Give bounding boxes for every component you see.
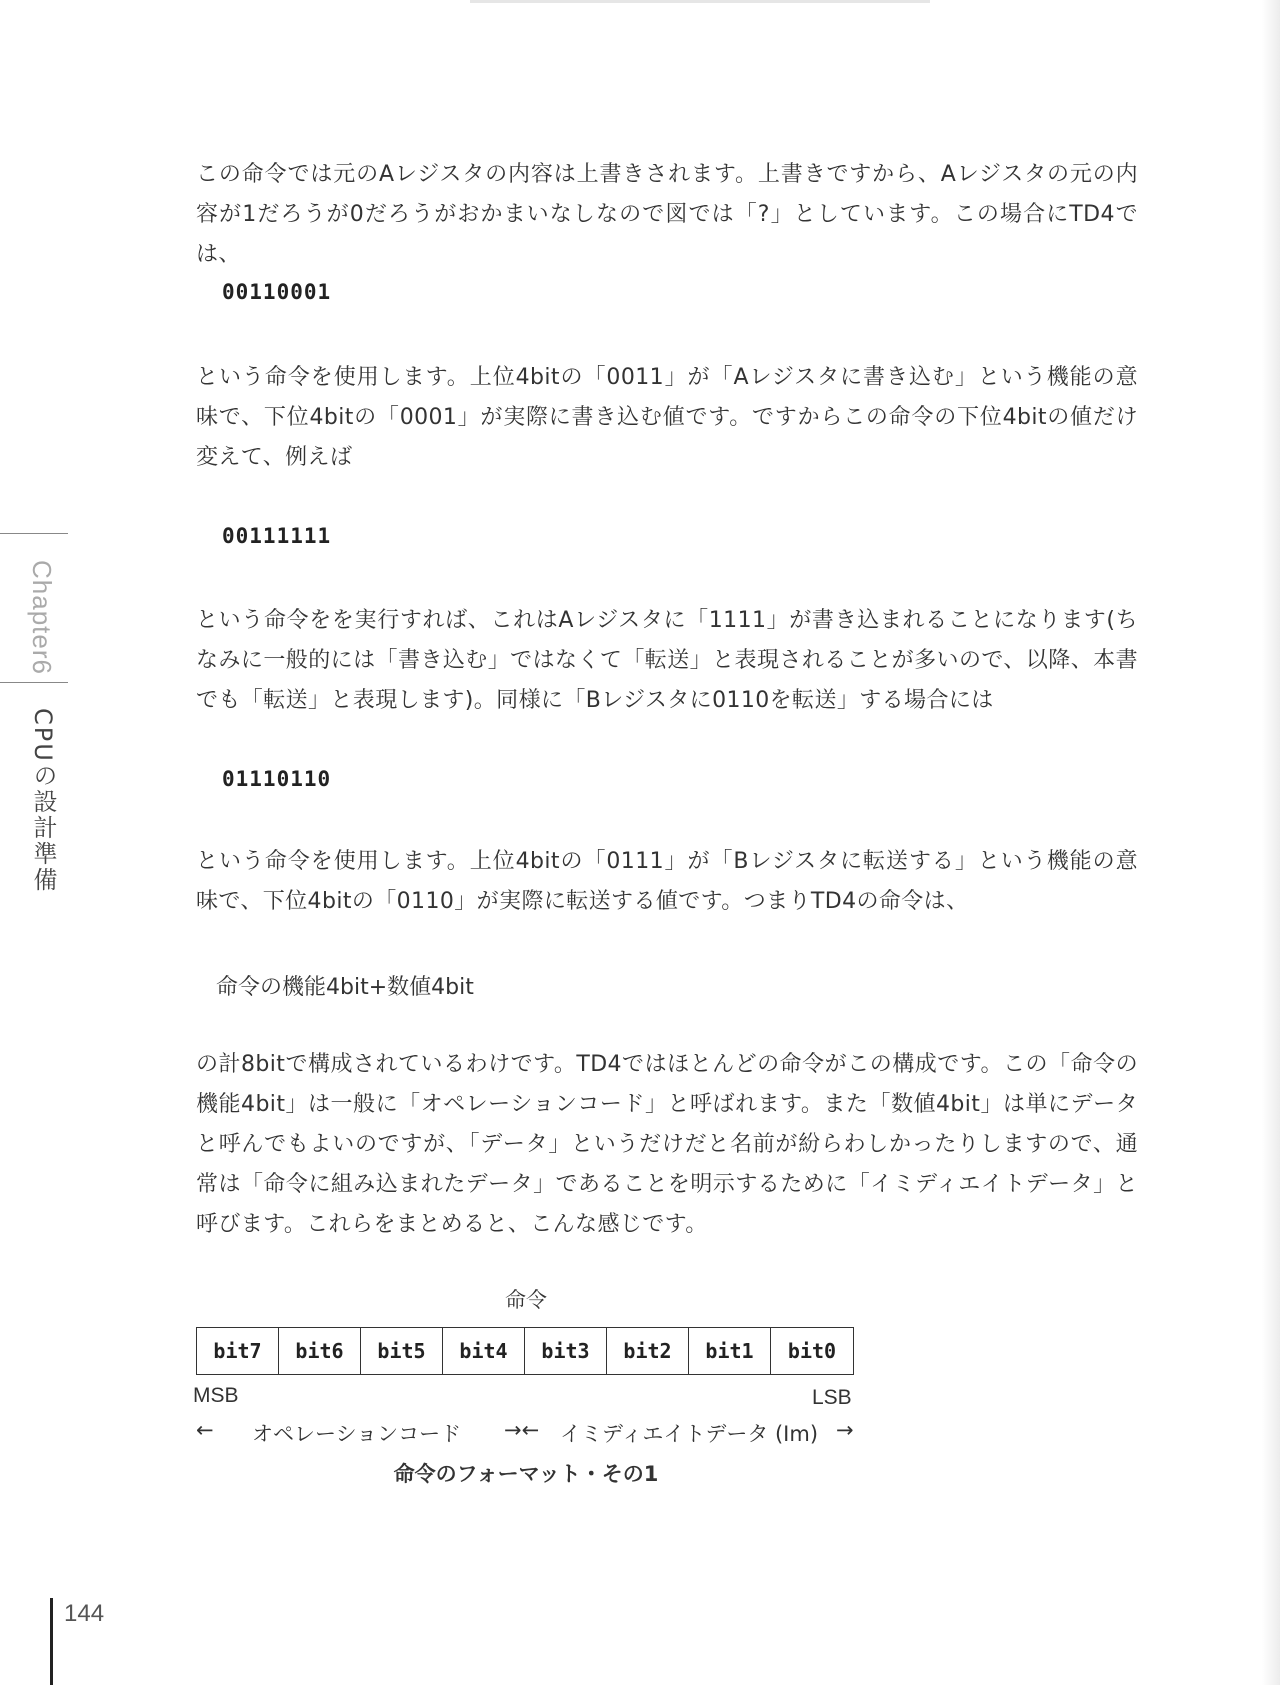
diagram-title: 命令 <box>505 1288 547 1312</box>
bit-cell: bit2 <box>607 1328 689 1374</box>
opcode-label: オペレーションコード <box>252 1422 462 1446</box>
lsb-label: LSB <box>812 1386 852 1409</box>
msb-label: MSB <box>193 1384 239 1407</box>
bit-cell: bit4 <box>443 1328 525 1374</box>
side-chapter-label: Chapter6 <box>27 560 57 675</box>
bit-cell: bit7 <box>197 1328 279 1374</box>
paragraph-3: という命令をを実行すれば、これはAレジスタに「1111」が書き込まれることになります(ちなみに一般的には「書き込む」ではなくて「転送」と表現されることが多いので、以降、本書でも「転送」と表現します)。同様に「Bレジスタに0110を転送」する場合には <box>196 608 1138 713</box>
page-number-bar <box>50 1598 53 1685</box>
page-edge-shadow <box>1262 0 1280 1685</box>
figure-caption: 命令のフォーマット・その1 <box>393 1462 659 1486</box>
bit-cell: bit3 <box>525 1328 607 1374</box>
bit-format-table <box>196 1327 854 1375</box>
arrow-mid-icon: →← <box>504 1418 540 1442</box>
bit-cell: bit1 <box>689 1328 771 1374</box>
paragraph-2: という命令を使用します。上位4bitの「0011」が「Aレジスタに書き込む」という機能の意味で、下位4bitの「0001」が実際に書き込む値です。ですからこの命令の下位4bitの値だけ変えて、例えば <box>196 365 1138 470</box>
immediate-label: イミディエイトデータ (Im) <box>560 1422 819 1446</box>
page-number: 144 <box>64 1600 105 1627</box>
bit-cell: bit0 <box>787 1339 837 1363</box>
paragraph-4: という命令を使用します。上位4bitの「0111」が「Bレジスタに転送する」という機能の意味で、下位4bitの「0110」が実際に転送する値です。つまりTD4の命令は、 <box>196 849 1138 914</box>
code-line-2: 00111111 <box>222 524 332 548</box>
bit-cell: bit6 <box>279 1328 361 1374</box>
paragraph-5: の計8bitで構成されているわけです。TD4ではほとんどの命令がこの構成です。この「命令の機能4bit」は一般に「オペレーションコード」と呼ばれます。また「数値4bit」は単にデータと呼んでもよいのですが、「データ」というだけだと名前が紛らわしかったりしますので、通常は「命令に組み込まれたデータ」であることを明示するために「イミディエイトデータ」と呼びます。これらをまとめると、こんな感じです。 <box>196 1052 1138 1237</box>
side-divider-top <box>0 533 68 534</box>
paragraph-1: この命令では元のAレジスタの内容は上書きされます。上書きですから、Aレジスタの元の内容が1だろうが0だろうがおかまいなしなので図では「?」としています。この場合にTD4では、 <box>196 162 1138 267</box>
code-line-3: 01110110 <box>222 767 332 791</box>
code-line-1: 00110001 <box>222 280 332 304</box>
arrow-left-icon: ← <box>196 1418 214 1442</box>
bit-cell: bit5 <box>361 1328 443 1374</box>
instruction-formula: 命令の機能4bit+数値4bit <box>216 975 474 1000</box>
arrow-right-icon: → <box>836 1418 854 1442</box>
side-divider-mid <box>0 682 68 683</box>
scan-edge-mark <box>470 0 930 3</box>
side-chapter-title: CPUの設計準備 <box>29 708 57 893</box>
